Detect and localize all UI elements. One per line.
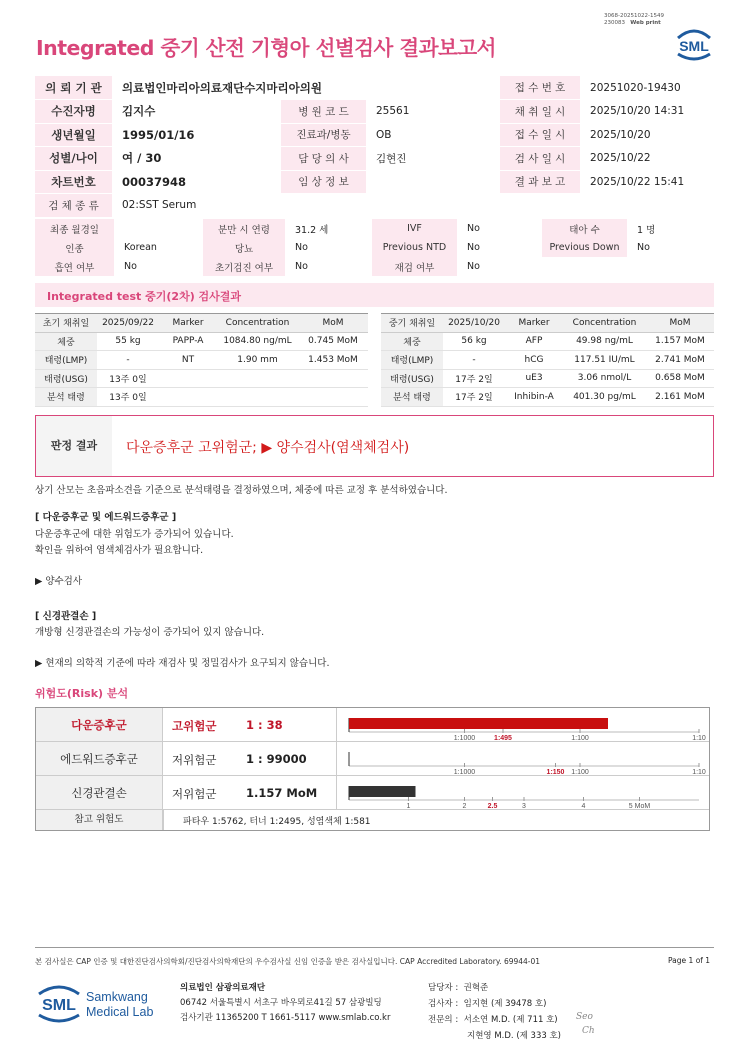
risk-tick-label: 4 (581, 803, 586, 810)
table-cell: 태령(USG) (381, 369, 443, 388)
value-receipt-number: 20251020-19430 (580, 76, 714, 100)
table-cell: 태령(USG) (35, 369, 97, 388)
table-cell (217, 369, 298, 388)
reference-risk-label: 참고 위험도 (36, 810, 163, 830)
web-print-label: Web print (630, 20, 661, 26)
table-cell: PAPP-A (159, 332, 217, 351)
table-cell: 13주 0일 (97, 388, 159, 407)
table-cell: 49.98 ng/mL (563, 332, 646, 351)
risk-name-ntd: 신경관결손 (36, 776, 163, 809)
label-patient-name: 수진자명 (35, 100, 112, 124)
second-trimester-table (381, 313, 714, 407)
risk-bar-svg-ntd (337, 776, 712, 810)
header-cell: 2025/09/22 (97, 314, 159, 333)
svg-text:Samkwang: Samkwang (86, 990, 148, 1004)
value-test-date: 2025/10/22 (580, 147, 714, 171)
risk-name-down: 다운증후군 (36, 708, 163, 741)
label-previous-down: Previous Down (542, 238, 627, 257)
label-fetus-count: 태아 수 (542, 219, 627, 238)
label-hospital-code: 병 원 코 드 (281, 100, 366, 124)
label-last-menstrual-date: 최종 월경일 (35, 219, 114, 238)
value-clinical-info (366, 170, 500, 194)
label-chart-number: 차트번호 (35, 170, 112, 194)
table-cell: 17주 2일 (443, 369, 505, 388)
clinical-info-table (35, 219, 714, 276)
risk-row-down (36, 708, 709, 742)
risk-bar-fill (349, 718, 608, 729)
risk-cutoff-label: 1:495 (494, 735, 512, 742)
table-cell: AFP (505, 332, 563, 351)
risk-bar-fill (349, 786, 416, 797)
sml-logo (674, 26, 714, 66)
risk-tick-label: 1:10 (692, 735, 706, 742)
label-doctor: 담 당 의 사 (281, 147, 366, 171)
label-maternal-age: 분만 시 연령 (203, 219, 285, 238)
value-referring-institution: 의료법인마리아의료재단수지마리아의원 (112, 76, 500, 100)
table-cell: 3.06 nmol/L (563, 369, 646, 388)
table-cell: 0.658 MoM (646, 369, 714, 388)
document-id-line1: 3068-20251022-1549 (604, 13, 664, 19)
risk-row-reference (36, 810, 709, 830)
svg-text:Medical Lab: Medical Lab (86, 1005, 154, 1019)
page-title: Integrated 중기 산전 기형아 선별검사 결과보고서 (36, 36, 496, 60)
table-cell: hCG (505, 351, 563, 370)
table-cell: 1.157 MoM (646, 332, 714, 351)
risk-level-ntd: 저위험군 (172, 787, 217, 801)
table-cell: 56 kg (443, 332, 505, 351)
staff-name: 임지현 (제 39478 호) (463, 999, 547, 1009)
label-specimen-type: 검 체 종 류 (35, 194, 112, 218)
svg-text:SML: SML (679, 38, 709, 54)
table-cell: 분석 태령 (381, 388, 443, 407)
label-ethnicity: 인종 (35, 238, 114, 257)
risk-name-edwards: 에드워드증후군 (36, 742, 163, 775)
label-previous-ntd: Previous NTD (372, 238, 457, 257)
verdict-text: 다운증후군 고위험군; ▶ 양수검사(염색체검사) (126, 440, 410, 456)
table-cell: 17주 2일 (443, 388, 505, 407)
label-retest: 재검 여부 (372, 257, 457, 276)
staff-name: 권혁준 (463, 983, 489, 993)
table-cell: NT (159, 351, 217, 370)
value-smoking: No (124, 261, 137, 272)
risk-tick-label: 1:10 (692, 769, 706, 776)
risk-tick-label: 5 MoM (628, 803, 651, 810)
value-ethnicity: Korean (124, 242, 157, 253)
staff-name: 서소연 M.D. (제 711 호) (463, 1015, 558, 1025)
value-birth-date: 1995/01/16 (112, 123, 281, 147)
label-report-datetime: 결 과 보 고 (500, 170, 580, 194)
risk-level-down: 고위험군 (172, 719, 217, 733)
label-referring-institution: 의 뢰 기 관 (35, 76, 112, 100)
label-collection-datetime: 채 취 일 시 (500, 100, 580, 124)
value-diabetes: No (295, 242, 308, 253)
value-maternal-age: 31.2 세 (295, 224, 329, 236)
table-cell: - (443, 351, 505, 370)
table-cell: 2.161 MoM (646, 388, 714, 407)
header-cell: 초기 채취일 (35, 314, 97, 333)
value-hospital-code: 25561 (366, 100, 500, 124)
results-section-header (35, 283, 714, 307)
value-last-menstrual-date (114, 219, 203, 238)
value-ivf: No (467, 223, 480, 234)
table-cell: 401.30 pg/mL (563, 388, 646, 407)
staff-role: 검사자 : (428, 999, 459, 1009)
risk-tick-label: 1:1000 (453, 735, 476, 742)
label-receipt-date: 접 수 일 시 (500, 123, 580, 147)
accreditation-note: 본 검사실은 CAP 인증 및 대한진단검사의학회/진단검사의학재단의 우수검사실 신임 인증을 받은 검사실입니다. CAP Accredited Laboratory. 69944-01 (35, 957, 541, 966)
risk-value-ntd: 1.157 MoM (246, 786, 318, 800)
table-cell: 분석 태령 (35, 388, 97, 407)
value-report-datetime: 2025/10/22 15:41 (580, 170, 714, 194)
risk-row-edwards (36, 742, 709, 776)
label-diabetes: 당뇨 (203, 238, 285, 257)
staff-role: 전문의 : (428, 1015, 459, 1025)
risk-value-edwards: 1 : 99000 (246, 752, 307, 766)
down-edwards-heading: [ 다운증후군 및 에드워드증후군 ] (35, 512, 177, 523)
header-cell: MoM (646, 314, 714, 333)
document-id (604, 13, 664, 27)
organization-info (180, 981, 390, 1026)
header-cell: MoM (298, 314, 368, 333)
risk-cutoff-label: 1:150 (546, 769, 565, 776)
risk-cutoff-label: 2.5 (487, 803, 498, 810)
label-clinical-info: 임 상 정 보 (281, 170, 366, 194)
document-id-line2: 230083 (604, 20, 625, 26)
value-receipt-date: 2025/10/20 (580, 123, 714, 147)
risk-table (35, 707, 710, 831)
risk-tick-label: 3 (522, 803, 526, 810)
table-cell: 13주 0일 (97, 369, 159, 388)
staff-name: 지현영 M.D. (제 333 호) (467, 1031, 562, 1041)
value-department: OB (366, 123, 500, 147)
down-edwards-text-1: 다운증후군에 대한 위험도가 증가되어 있습니다. (35, 529, 234, 540)
table-cell: 태령(LMP) (381, 351, 443, 370)
ntd-text: 개방형 신경관결손의 가능성이 증가되어 있지 않습니다. (35, 627, 265, 638)
label-receipt-number: 접 수 번 호 (500, 76, 580, 100)
svg-text:SML: SML (42, 997, 76, 1014)
results-section-title: Integrated test 중기(2차) 검사결과 (47, 290, 242, 303)
risk-tick-label: 1:100 (571, 769, 589, 776)
table-cell: Inhibin-A (505, 388, 563, 407)
header-cell: Concentration (217, 314, 298, 333)
patient-info-table (35, 76, 714, 218)
risk-row-ntd (36, 776, 709, 810)
verdict-box (35, 415, 714, 477)
down-edwards-text-2: 확인을 위하여 염색체검사가 필요합니다. (35, 545, 204, 556)
staff-info (428, 980, 561, 1044)
risk-bar-svg-down (337, 708, 712, 742)
header-cell: Marker (159, 314, 217, 333)
risk-tick-label: 1 (406, 803, 411, 810)
value-previous-down: No (637, 242, 650, 253)
risk-bar-edwards (336, 742, 711, 775)
table-cell: - (97, 351, 159, 370)
table-cell: 0.745 MoM (298, 332, 368, 351)
value-patient-name: 김지수 (112, 100, 281, 124)
table-cell: 1.453 MoM (298, 351, 368, 370)
value-collection-datetime: 2025/10/20 14:31 (580, 100, 714, 124)
table-cell: uE3 (505, 369, 563, 388)
organization-contact: 검사기관 11365200 T 1661-5117 www.smlab.co.kr (180, 1013, 391, 1023)
reference-risk-text: 파타우 1:5762, 터너 1:2495, 성염색체 1:581 (183, 817, 371, 827)
table-cell: 체중 (35, 332, 97, 351)
label-test-date: 검 사 일 시 (500, 147, 580, 171)
risk-bar-down (336, 708, 711, 741)
table-cell (298, 369, 368, 388)
label-birth-date: 생년월일 (35, 123, 112, 147)
value-fetus-count: 1 명 (637, 224, 656, 236)
action-no-retest: ▶ 현재의 의학적 기준에 따라 재검사 및 정밀검사가 요구되지 않습니다. (35, 658, 330, 669)
risk-tick-label: 1:100 (571, 735, 589, 742)
label-smoking: 흡연 여부 (35, 257, 114, 276)
table-cell: 117.51 IU/mL (563, 351, 646, 370)
risk-bar-svg-edwards (337, 742, 712, 776)
footer-divider (35, 947, 714, 948)
table-cell (159, 369, 217, 388)
risk-tick-label: 2 (462, 803, 467, 810)
risk-level-edwards: 저위험군 (172, 753, 217, 767)
label-department: 진료과/병동 (281, 123, 366, 147)
risk-tick-label: 1:1000 (453, 769, 476, 776)
table-cell: 55 kg (97, 332, 159, 351)
table-cell (217, 388, 298, 407)
table-cell (159, 388, 217, 407)
risk-section-title: 위험도(Risk) 분석 (35, 687, 129, 700)
table-cell (298, 388, 368, 407)
header-cell: Concentration (563, 314, 646, 333)
label-sex-age: 성별/나이 (35, 147, 112, 171)
risk-bar-ntd (336, 776, 711, 809)
samkwang-logo (37, 982, 167, 1030)
table-cell: 체중 (381, 332, 443, 351)
page-number: Page 1 of 1 (668, 956, 711, 965)
value-previous-ntd: No (467, 242, 480, 253)
value-chart-number: 00037948 (112, 170, 281, 194)
header-cell: 2025/10/20 (443, 314, 505, 333)
table-cell: 2.741 MoM (646, 351, 714, 370)
organization-name: 의료법인 삼광의료재단 (180, 983, 266, 993)
ntd-heading: [ 신경관결손 ] (35, 611, 97, 622)
header-cell: Marker (505, 314, 563, 333)
value-initial-exam: No (295, 261, 308, 272)
first-trimester-table (35, 313, 368, 407)
risk-value-down: 1 : 38 (246, 718, 283, 732)
intro-text: 상기 산모는 초음파소견을 기준으로 분석태령을 결정하였으며, 체중에 따른 교정 후 분석하였습니다. (35, 485, 448, 496)
value-retest: No (467, 261, 480, 272)
staff-role: 담당자 : (428, 983, 459, 993)
table-cell: 태령(LMP) (35, 351, 97, 370)
action-amniocentesis: ▶ 양수검사 (35, 576, 83, 587)
value-sex-age: 여 / 30 (112, 147, 281, 171)
table-cell: 1084.80 ng/mL (217, 332, 298, 351)
header-cell: 중기 채취일 (381, 314, 443, 333)
value-specimen-type: 02:SST Serum (112, 194, 714, 218)
verdict-label: 판정 결과 (36, 416, 112, 476)
label-ivf: IVF (372, 219, 457, 238)
physician-signature: Seo Ch (576, 1012, 595, 1036)
table-cell: 1.90 mm (217, 351, 298, 370)
label-initial-exam: 초기검진 여부 (203, 257, 285, 276)
value-doctor: 김현진 (366, 147, 500, 171)
organization-address: 06742 서울특별시 서초구 바우뫼로41길 57 삼광빌딩 (180, 998, 382, 1008)
